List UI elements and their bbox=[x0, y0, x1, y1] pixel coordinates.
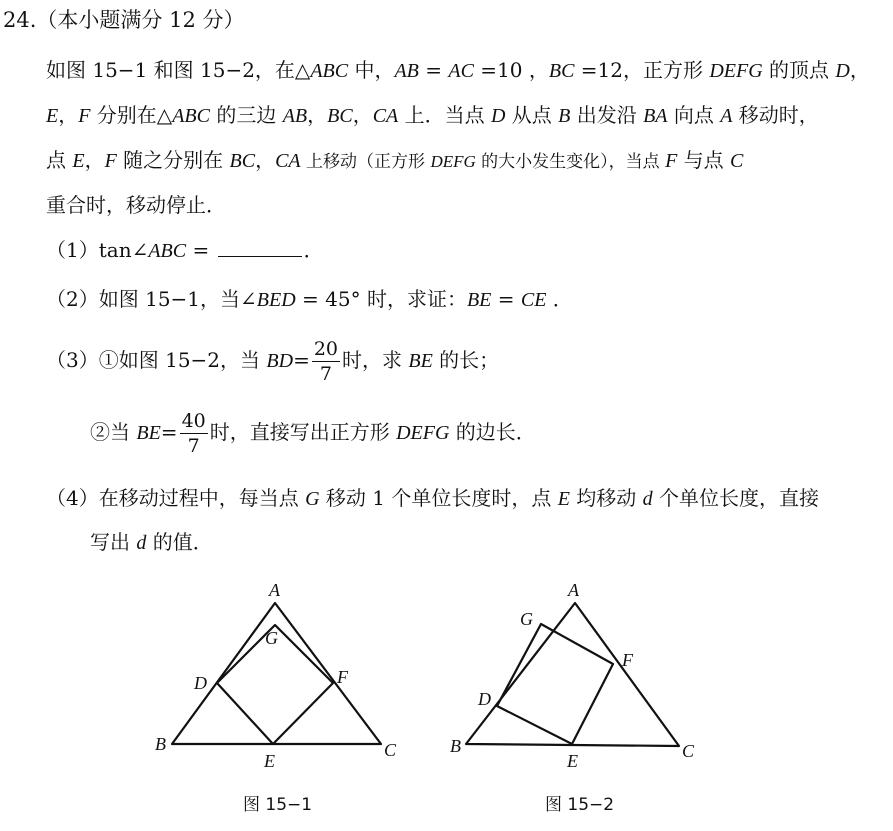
math-var: BC bbox=[548, 60, 575, 82]
text: tan∠ bbox=[98, 238, 149, 262]
math-var: E bbox=[72, 150, 85, 172]
math-var: F bbox=[665, 150, 678, 172]
text: 均移动 bbox=[569, 486, 643, 510]
label-c: C bbox=[384, 740, 397, 760]
math-var: BC bbox=[229, 150, 256, 172]
denominator: 7 bbox=[187, 434, 200, 457]
math-var: E bbox=[557, 488, 570, 510]
number-text: 24. bbox=[3, 8, 37, 32]
text: 向点 bbox=[667, 103, 721, 127]
text: 如图 15−1 和图 15−2，在△ bbox=[46, 58, 311, 82]
text: ， bbox=[352, 103, 373, 127]
math-var: DEFG bbox=[396, 422, 450, 444]
label-c: C bbox=[682, 741, 695, 761]
text: ． bbox=[546, 287, 573, 311]
math-var: BED bbox=[256, 289, 296, 311]
label-g: G bbox=[265, 628, 278, 648]
math-var: BA bbox=[643, 105, 668, 127]
label-a: A bbox=[269, 580, 280, 600]
label-a: A bbox=[568, 580, 579, 600]
math-var: BC bbox=[327, 105, 353, 127]
label-f: F bbox=[622, 650, 633, 670]
math-var: AB bbox=[394, 60, 419, 82]
square-defg bbox=[497, 624, 613, 744]
text: =10 ， bbox=[473, 58, 549, 82]
text: 如图 15−1，当∠ bbox=[98, 287, 257, 311]
math-var: F bbox=[104, 150, 117, 172]
math-var: DEFG bbox=[430, 152, 476, 171]
text: 重合时，移动停止． bbox=[46, 193, 226, 217]
text: = bbox=[293, 348, 310, 372]
text: 中， bbox=[348, 58, 395, 82]
label-d: D bbox=[478, 689, 491, 709]
label-e: E bbox=[567, 751, 578, 771]
math-var: AC bbox=[448, 60, 474, 82]
math-var: DEFG bbox=[709, 60, 763, 82]
text: ， bbox=[849, 58, 870, 82]
math-var: BE bbox=[466, 289, 492, 311]
math-var: G bbox=[305, 488, 320, 510]
math-var: B bbox=[558, 105, 571, 127]
text: 的大小发生变化），当点 bbox=[475, 152, 666, 172]
text: = bbox=[160, 420, 178, 444]
label-b: B bbox=[155, 734, 166, 754]
math-var: CE bbox=[520, 289, 547, 311]
label-d: D bbox=[194, 673, 207, 693]
text: 与点 bbox=[677, 148, 731, 172]
points-text: （本小题满分 12 分） bbox=[36, 8, 245, 32]
text: 的顶点 bbox=[762, 58, 836, 82]
label-e: E bbox=[264, 751, 275, 771]
text: 个单位长度，直接 bbox=[652, 486, 819, 510]
math-var: A bbox=[720, 105, 733, 127]
question-label: （1） bbox=[46, 238, 99, 262]
math-var: AB bbox=[282, 105, 308, 127]
triangle-abc bbox=[466, 603, 679, 746]
text: ②当 bbox=[90, 420, 137, 444]
label-f: F bbox=[337, 667, 348, 687]
text: 移动时， bbox=[732, 103, 819, 127]
numerator: 40 bbox=[181, 409, 206, 432]
text: =12，正方形 bbox=[574, 58, 710, 82]
text: 的三边 bbox=[209, 103, 283, 127]
text: ， bbox=[58, 103, 79, 127]
text: ①如图 15−2，当 bbox=[98, 348, 267, 372]
text: 的值． bbox=[146, 530, 213, 554]
text: 随之分别在 bbox=[116, 148, 230, 172]
text: 上．当点 bbox=[398, 103, 491, 127]
text: 时，直接写出正方形 bbox=[209, 420, 397, 444]
text: 时，求 bbox=[342, 348, 409, 372]
text: 点 bbox=[46, 148, 73, 172]
text: = bbox=[418, 58, 449, 82]
numerator: 20 bbox=[313, 337, 339, 360]
question-label: （4） bbox=[46, 486, 99, 510]
math-var: BD bbox=[266, 350, 294, 372]
math-var: E bbox=[46, 105, 59, 127]
text: 分别在△ bbox=[90, 103, 173, 127]
text: ， bbox=[255, 148, 276, 172]
denominator: 7 bbox=[319, 362, 332, 385]
figure-15-1-caption: 图 15−1 bbox=[243, 795, 313, 815]
text: = bbox=[491, 287, 521, 311]
text: 写出 bbox=[90, 530, 137, 554]
math-var: BE bbox=[136, 422, 161, 444]
math-var: d bbox=[136, 532, 147, 554]
figure-15-2-caption: 图 15−2 bbox=[545, 795, 615, 815]
text: 在移动过程中，每当点 bbox=[98, 486, 306, 510]
math-var: ABC bbox=[148, 240, 187, 262]
text: ． bbox=[303, 238, 324, 262]
math-var: d bbox=[642, 488, 653, 510]
question-label: （3） bbox=[46, 348, 99, 372]
math-var: F bbox=[78, 105, 91, 127]
text: 的边长． bbox=[449, 420, 536, 444]
math-var: D bbox=[835, 60, 850, 82]
text: = bbox=[186, 238, 216, 262]
math-var: CA bbox=[275, 150, 301, 172]
text: 移动 1 个单位长度时，点 bbox=[319, 486, 558, 510]
text: 从点 bbox=[505, 103, 559, 127]
math-var: ABC bbox=[172, 105, 210, 127]
figure-15-2 bbox=[466, 603, 679, 746]
text: ， bbox=[307, 103, 328, 127]
text: 上移动（正方形 bbox=[300, 152, 431, 172]
math-var: ABC bbox=[310, 60, 349, 82]
math-var: BE bbox=[408, 350, 433, 372]
text: ， bbox=[84, 148, 105, 172]
math-var: CA bbox=[372, 105, 399, 127]
math-var: C bbox=[730, 150, 744, 172]
text: 出发沿 bbox=[570, 103, 644, 127]
label-b: B bbox=[450, 736, 461, 756]
math-var: D bbox=[490, 105, 506, 127]
text: = 45° 时，求证： bbox=[295, 287, 467, 311]
text: 的长； bbox=[432, 348, 500, 372]
label-g: G bbox=[520, 609, 533, 629]
question-label: （2） bbox=[46, 287, 99, 311]
